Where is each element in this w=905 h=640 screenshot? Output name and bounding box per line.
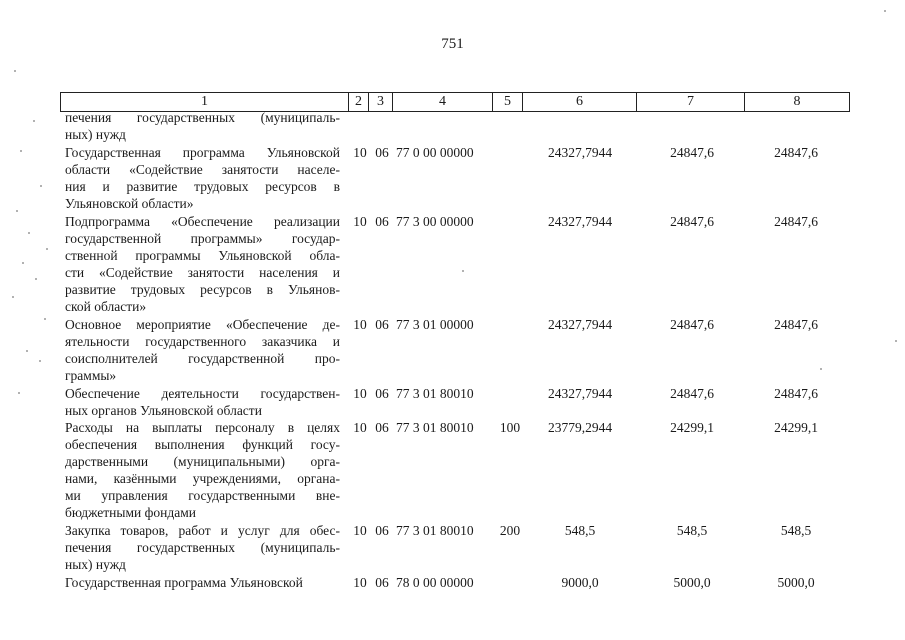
cell-c2: 10 <box>353 317 367 332</box>
cell-c6: 24327,7944 <box>547 214 613 229</box>
cell-c8: 548,5 <box>780 523 812 538</box>
description-line: печения государственных (муниципаль- <box>65 110 340 125</box>
description-line: ных органов Ульяновской области <box>65 402 262 418</box>
cell-c2: 10 <box>353 145 367 160</box>
cell-c3: 06 <box>375 145 389 160</box>
header-col-7: 7 <box>637 93 745 111</box>
page-number: 751 <box>441 36 464 52</box>
cell-c8: 24847,6 <box>774 214 818 229</box>
row-description <box>65 420 340 521</box>
header-col-5: 5 <box>493 93 523 111</box>
row-description <box>65 575 340 592</box>
header-col-8: 8 <box>793 94 801 109</box>
row-description <box>65 110 340 144</box>
cell-c4: 77 3 01 80010 <box>396 386 474 401</box>
description-line: ятельности государственного заказчика и <box>65 333 340 349</box>
header-col-3: 3 <box>369 93 393 111</box>
description-line: граммы» <box>65 367 117 383</box>
description-line: Государственная программа Ульяновской <box>65 575 303 590</box>
description-line: дарственными (муниципальными) орга- <box>65 453 340 469</box>
cell-c8: 5000,0 <box>777 575 815 590</box>
cell-c8: 24847,6 <box>774 386 818 401</box>
row-description <box>65 386 340 420</box>
cell-c8: 24847,6 <box>774 145 818 160</box>
description-line: соисполнителей государственной про- <box>65 350 340 366</box>
cell-c3: 06 <box>375 523 389 538</box>
row-description <box>65 317 340 385</box>
description-line: развитие трудовых ресурсов в Ульянов- <box>65 281 340 297</box>
cell-c6: 23779,2944 <box>547 420 613 435</box>
description-line: Подпрограмма «Обеспечение реализации <box>65 214 340 229</box>
table-header <box>60 92 850 112</box>
cell-c7: 24299,1 <box>670 420 714 435</box>
description-line: нами, казёнными учреждениями, органа- <box>65 470 340 486</box>
row-description <box>65 523 340 574</box>
cell-c6: 548,5 <box>564 523 596 538</box>
description-line: ных) нужд <box>65 126 126 142</box>
cell-c4: 77 3 01 00000 <box>396 317 474 332</box>
cell-c3: 06 <box>375 575 389 590</box>
cell-c5: 100 <box>499 420 521 435</box>
cell-c2: 10 <box>353 386 367 401</box>
description-line: Обеспечение деятельности государствен- <box>65 386 340 401</box>
cell-c4: 77 3 00 00000 <box>396 214 474 229</box>
description-line: обеспечения выполнения функций госу- <box>65 436 340 452</box>
description-line: ных) нужд <box>65 556 126 572</box>
cell-c4: 77 0 00 00000 <box>396 145 474 160</box>
description-line: ственной программы Ульяновской обла- <box>65 247 340 263</box>
cell-c2: 10 <box>353 214 367 229</box>
cell-c2: 10 <box>353 575 367 590</box>
description-line: сти «Содействие занятости населения и <box>65 264 340 280</box>
cell-c7: 24847,6 <box>670 386 714 401</box>
cell-c7: 24847,6 <box>670 145 714 160</box>
cell-c3: 06 <box>375 317 389 332</box>
cell-c2: 10 <box>353 420 367 435</box>
cell-c8: 24299,1 <box>774 420 818 435</box>
description-line: ской области» <box>65 298 147 314</box>
description-line: Закупка товаров, работ и услуг для обес- <box>65 523 340 538</box>
cell-c3: 06 <box>375 214 389 229</box>
header-col-4: 4 <box>393 93 493 111</box>
cell-c3: 06 <box>375 386 389 401</box>
cell-c5: 200 <box>499 523 521 538</box>
description-line: ми управления государственными вне- <box>65 487 340 503</box>
cell-c6: 24327,7944 <box>547 145 613 160</box>
header-col-6: 6 <box>523 93 637 111</box>
description-line: ния и развитие трудовых ресурсов в <box>65 178 340 194</box>
header-col-2: 2 <box>349 93 369 111</box>
description-line: Ульяновской области» <box>65 195 194 211</box>
description-line: печения государственных (муниципаль- <box>65 539 340 555</box>
description-line: бюджетными фондами <box>65 504 196 520</box>
description-line: государственной программы» государ- <box>65 230 340 246</box>
cell-c4: 78 0 00 00000 <box>396 575 474 590</box>
cell-c3: 06 <box>375 420 389 435</box>
description-line: области «Содействие занятости населе- <box>65 161 340 177</box>
cell-c6: 9000,0 <box>561 575 599 590</box>
description-line: Основное мероприятие «Обеспечение де- <box>65 317 340 332</box>
cell-c7: 548,5 <box>676 523 708 538</box>
cell-c7: 24847,6 <box>670 317 714 332</box>
cell-c7: 5000,0 <box>673 575 711 590</box>
cell-c8: 24847,6 <box>774 317 818 332</box>
cell-c7: 24847,6 <box>670 214 714 229</box>
description-line: Расходы на выплаты персоналу в целях <box>65 420 340 435</box>
cell-c2: 10 <box>353 523 367 538</box>
description-line: Государственная программа Ульяновской <box>65 145 340 160</box>
cell-c6: 24327,7944 <box>547 386 613 401</box>
header-col-1: 1 <box>61 93 349 111</box>
cell-c4: 77 3 01 80010 <box>396 523 474 538</box>
row-description <box>65 214 340 315</box>
cell-c4: 77 3 01 80010 <box>396 420 474 435</box>
cell-c6: 24327,7944 <box>547 317 613 332</box>
row-description <box>65 145 340 213</box>
